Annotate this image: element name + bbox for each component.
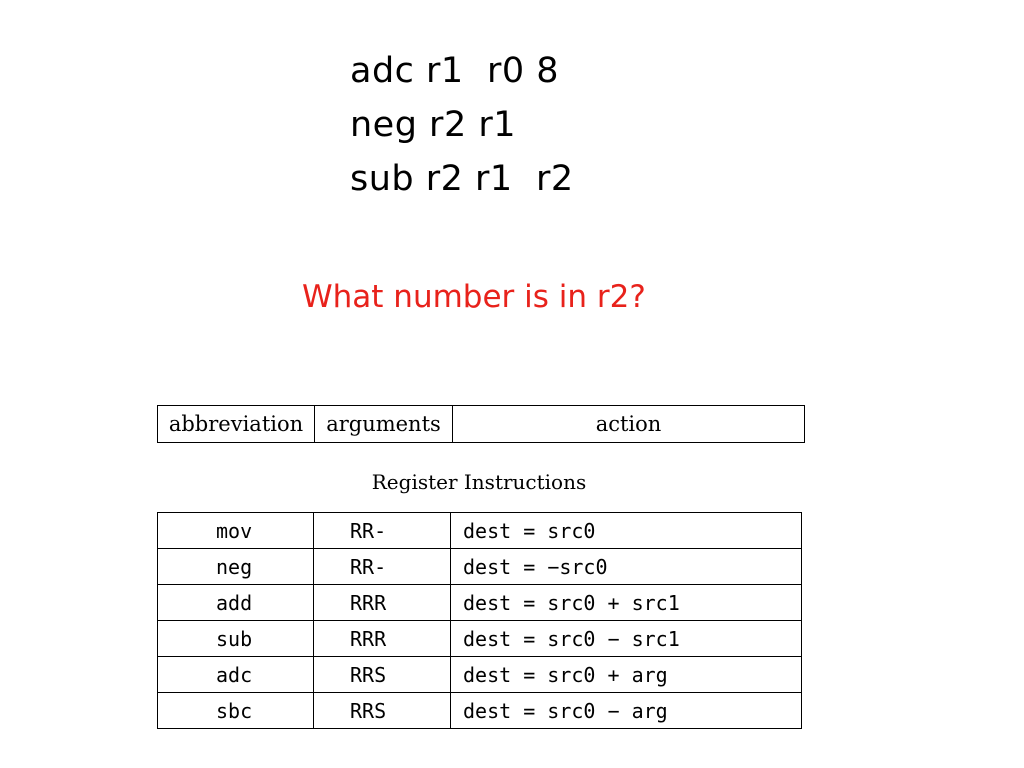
- table-caption: Register Instructions: [371, 470, 587, 494]
- header-arguments: arguments: [315, 406, 453, 443]
- header-action: action: [453, 406, 805, 443]
- cell-action: dest = src0: [451, 513, 802, 549]
- cell-abbreviation: add: [158, 585, 314, 621]
- table-row: [158, 693, 802, 729]
- code-block: [350, 44, 574, 206]
- register-instructions-table: [157, 512, 802, 729]
- header-row: [158, 406, 805, 443]
- table-row: [158, 549, 802, 585]
- code-line-2: neg r2 r1: [350, 105, 516, 145]
- cell-action: dest = src0 + src1: [451, 585, 802, 621]
- cell-arguments: RRS: [314, 657, 451, 693]
- cell-arguments: RRS: [314, 693, 451, 729]
- cell-abbreviation: mov: [158, 513, 314, 549]
- header-abbreviation: abbreviation: [158, 406, 315, 443]
- table-row: [158, 621, 802, 657]
- table-header: [157, 405, 805, 443]
- cell-abbreviation: sbc: [158, 693, 314, 729]
- cell-abbreviation: adc: [158, 657, 314, 693]
- cell-action: dest = src0 − arg: [451, 693, 802, 729]
- cell-arguments: RRR: [314, 621, 451, 657]
- cell-arguments: RRR: [314, 585, 451, 621]
- cell-arguments: RR-: [314, 513, 451, 549]
- code-line-1: adc r1 r0 8: [350, 51, 559, 91]
- cell-abbreviation: sub: [158, 621, 314, 657]
- cell-action: dest = src0 − src1: [451, 621, 802, 657]
- cell-arguments: RR-: [314, 549, 451, 585]
- cell-abbreviation: neg: [158, 549, 314, 585]
- question-text: What number is in r2?: [302, 279, 646, 315]
- code-line-3: sub r2 r1 r2: [350, 159, 574, 199]
- table-row: [158, 657, 802, 693]
- table-row: [158, 513, 802, 549]
- cell-action: dest = src0 + arg: [451, 657, 802, 693]
- cell-action: dest = −src0: [451, 549, 802, 585]
- table-row: [158, 585, 802, 621]
